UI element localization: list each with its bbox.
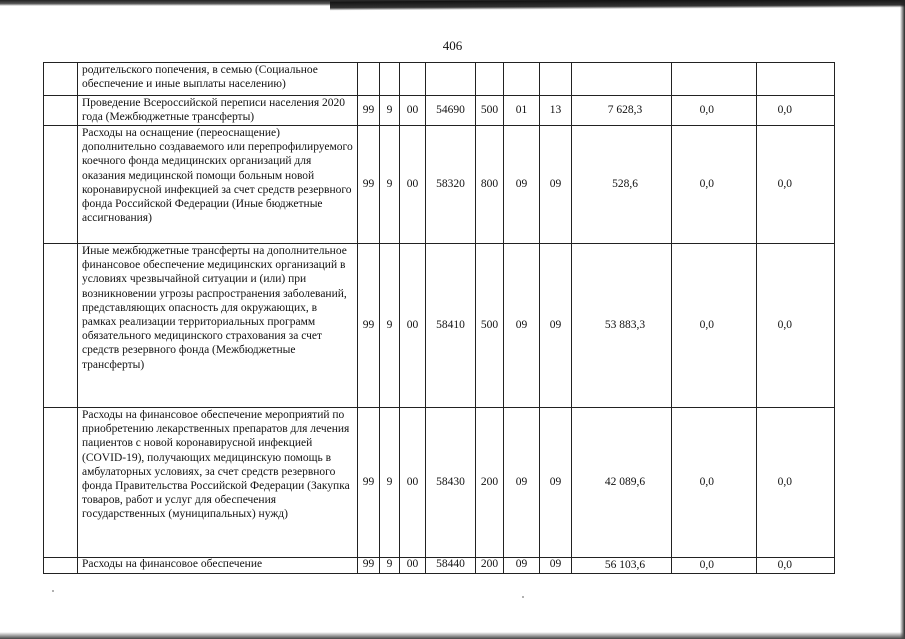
subsection-code: 09	[540, 244, 572, 408]
direction-code: 00	[400, 558, 426, 574]
expense-code: 58410	[426, 244, 476, 408]
type-code: 200	[476, 558, 504, 574]
program-code: 99	[358, 96, 380, 126]
amount-value: 528,6	[572, 126, 672, 244]
expense-code	[426, 63, 476, 96]
type-code: 500	[476, 96, 504, 126]
type-code: 200	[476, 408, 504, 558]
row-index-cell	[44, 63, 78, 96]
subsection-code: 13	[540, 96, 572, 126]
row-description: Иные межбюджетные трансферты на дополнительное финансовое обеспечение медицинских организаций в условиях чрезвычайной ситуации и (или) при возникновении угрозы распространения заболеваний, представляющих опасность для окружающих, в рамках реализации территориальных программ обязательного медицинского страхования за счет средств резервного фонда (Межбюджетные трансферты)	[78, 244, 358, 408]
row-description: Проведение Всероссийской переписи населения 2020 года (Межбюджетные трансферты)	[78, 96, 358, 126]
budget-table	[43, 62, 835, 574]
table-row	[44, 558, 835, 574]
subprogram-code: 9	[380, 244, 400, 408]
second-year-value	[672, 63, 757, 96]
expense-code: 58320	[426, 126, 476, 244]
scan-speck	[52, 590, 54, 592]
table-row	[44, 126, 835, 244]
row-description: Расходы на финансовое обеспечение мероприятий по приобретению лекарственных препаратов для лечения пациентов с новой коронавирусной инфекцией (COVID-19), получающих медицинскую помощь в амбулаторных условиях, за счет средств резервного фонда Правительства Российской Федерации (Закупка товаров, работ и услуг для обеспечения государственных (муниципальных) нужд)	[78, 408, 358, 558]
direction-code	[400, 63, 426, 96]
direction-code: 00	[400, 126, 426, 244]
subsection-code: 09	[540, 408, 572, 558]
subprogram-code: 9	[380, 558, 400, 574]
subprogram-code: 9	[380, 408, 400, 558]
section-code: 01	[504, 96, 540, 126]
amount-value: 42 089,6	[572, 408, 672, 558]
subsection-code: 09	[540, 126, 572, 244]
amount-value: 56 103,6	[572, 558, 672, 574]
second-year-value: 0,0	[672, 244, 757, 408]
third-year-value: 0,0	[757, 558, 835, 574]
third-year-value: 0,0	[757, 126, 835, 244]
table-row	[44, 96, 835, 126]
section-code: 09	[504, 558, 540, 574]
second-year-value: 0,0	[672, 126, 757, 244]
second-year-value: 0,0	[672, 558, 757, 574]
table-row	[44, 63, 835, 96]
expense-code: 58440	[426, 558, 476, 574]
row-description: Расходы на финансовое обеспечение	[78, 558, 358, 574]
amount-value: 7 628,3	[572, 96, 672, 126]
section-code: 09	[504, 126, 540, 244]
scan-speck	[522, 596, 524, 598]
third-year-value	[757, 63, 835, 96]
amount-value: 53 883,3	[572, 244, 672, 408]
section-code	[504, 63, 540, 96]
subsection-code: 09	[540, 558, 572, 574]
subsection-code	[540, 63, 572, 96]
row-description: Расходы на оснащение (переоснащение) дополнительно создаваемого или перепрофилируемого коечного фонда медицинских организаций для оказания медицинской помощи больным новой коронавирусной инфекцией за счет средств резервного фонда Российской Федерации (Иные бюджетные ассигнования)	[78, 126, 358, 244]
scan-edge-top-right	[330, 0, 905, 11]
direction-code: 00	[400, 96, 426, 126]
row-index-cell	[44, 126, 78, 244]
expense-code: 54690	[426, 96, 476, 126]
section-code: 09	[504, 244, 540, 408]
row-index-cell	[44, 408, 78, 558]
type-code: 500	[476, 244, 504, 408]
subprogram-code: 9	[380, 126, 400, 244]
program-code: 99	[358, 126, 380, 244]
section-code: 09	[504, 408, 540, 558]
table-row	[44, 408, 835, 558]
page-number: 406	[442, 38, 463, 53]
type-code	[476, 63, 504, 96]
second-year-value: 0,0	[672, 96, 757, 126]
row-index-cell	[44, 244, 78, 408]
row-index-cell	[44, 96, 78, 126]
type-code: 800	[476, 126, 504, 244]
third-year-value: 0,0	[757, 244, 835, 408]
row-description: родительского попечения, в семью (Социальное обеспечение и иные выплаты населению)	[78, 63, 358, 96]
program-code: 99	[358, 408, 380, 558]
expense-code: 58430	[426, 408, 476, 558]
second-year-value: 0,0	[672, 408, 757, 558]
scan-edge-right	[900, 0, 905, 639]
subprogram-code	[380, 63, 400, 96]
third-year-value: 0,0	[757, 96, 835, 126]
table-row	[44, 244, 835, 408]
program-code: 99	[358, 244, 380, 408]
amount-value	[572, 63, 672, 96]
subprogram-code: 9	[380, 96, 400, 126]
row-index-cell	[44, 558, 78, 574]
third-year-value: 0,0	[757, 408, 835, 558]
direction-code: 00	[400, 244, 426, 408]
program-code: 99	[358, 558, 380, 574]
program-code	[358, 63, 380, 96]
direction-code: 00	[400, 408, 426, 558]
scan-edge-bottom	[0, 632, 905, 639]
